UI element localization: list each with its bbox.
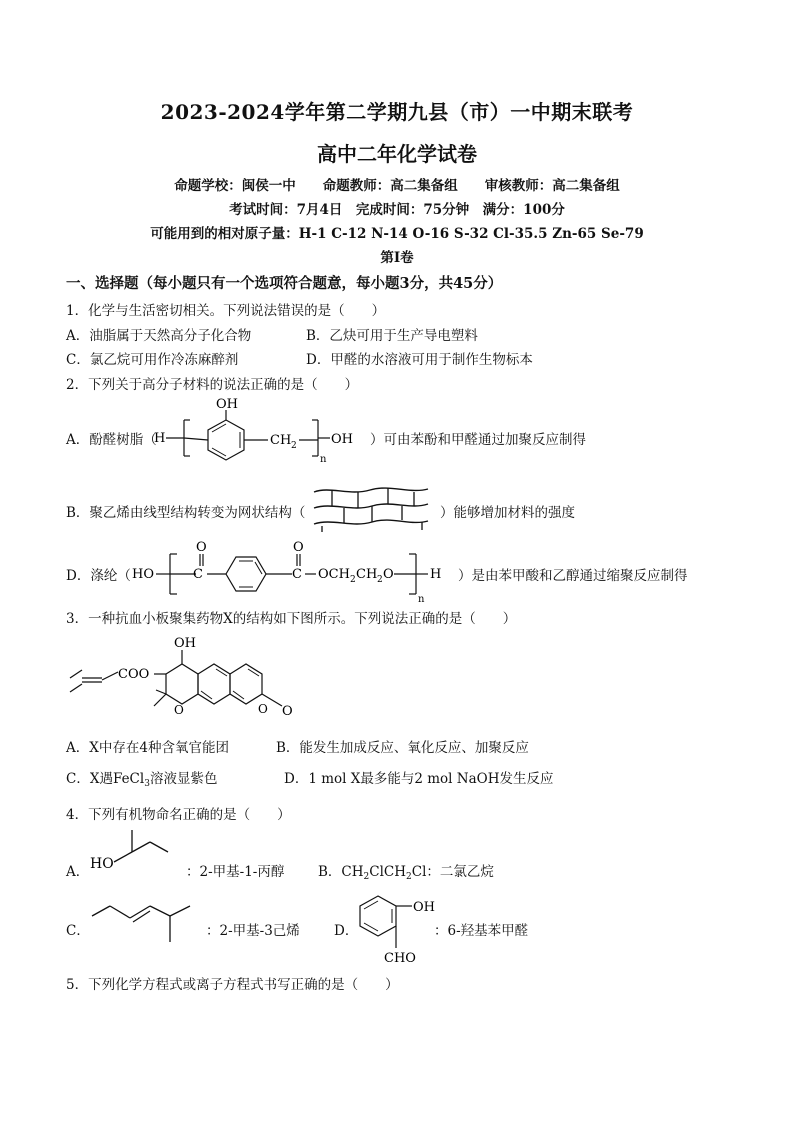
- struct-chain: OCH: [318, 567, 350, 582]
- q1-option-a: A．油脂属于天然高分子化合物: [66, 328, 252, 344]
- struct-oh-right: OH: [331, 432, 353, 447]
- part-label: 第Ⅰ卷: [380, 250, 414, 266]
- struct-coo: COO: [118, 667, 150, 682]
- struct-ho-a: HO: [90, 856, 114, 872]
- q4-option-c-name: ：2-甲基-3己烯: [206, 923, 300, 939]
- info-line-atomic-masses: 可能用到的相对原子量：H-1 C-12 N-14 O-16 S-32 Cl-35.5 Zn-65 Se-79: [150, 226, 644, 242]
- q2-option-b-suffix: ）能够增加材料的强度: [440, 505, 575, 521]
- struct-ch2-sub: 2: [291, 441, 297, 451]
- q1-stem: 1．化学与生活密切相关。下列说法错误的是（ ）: [66, 303, 386, 319]
- section-heading: 一、选择题（每小题只有一个选项符合题意，每小题3分，共45分）: [66, 275, 503, 292]
- struct-o1: O: [196, 540, 207, 555]
- q5-stem: 5．下列化学方程式或离子方程式书写正确的是（ ）: [66, 977, 399, 993]
- q4-option-c-label: C．: [66, 923, 90, 939]
- q3-option-a: A．X中存在4种含氧官能团: [66, 740, 229, 756]
- struct-ch2: CH: [270, 433, 292, 448]
- q1-option-d: D．甲醛的水溶液可用于制作生物标本: [306, 352, 533, 368]
- drug-x-structure: [68, 634, 308, 724]
- exam-subtitle: 高中二年化学试卷: [317, 142, 477, 166]
- alkene-skeletal-structure: [88, 896, 208, 946]
- polyester-structure: [130, 540, 460, 608]
- q2-option-d-prefix: D．涤纶（: [66, 568, 131, 584]
- network-structure-diagram: [310, 484, 432, 534]
- q2-stem: 2．下列关于高分子材料的说法正确的是（ ）: [66, 377, 359, 393]
- phenol-formaldehyde-resin-structure: [150, 398, 370, 468]
- q3-stem: 3．一种抗血小板聚集药物X的结构如下图所示。下列说法正确的是（ ）: [66, 611, 517, 627]
- q4-option-a-label: A．: [66, 864, 90, 880]
- q3-option-d: D．1 mol X最多能与2 mol NaOH发生反应: [284, 771, 554, 787]
- struct-cho: CHO: [384, 951, 416, 966]
- info-line-time: 考试时间：7月4日 完成时间：75分钟 满分：100分: [229, 202, 565, 218]
- q2-option-b-prefix: B．聚乙烯由线型结构转变为网状结构（: [66, 505, 306, 521]
- info-line-authors: 命题学校：闽侯一中 命题教师：高二集备组 审核教师：高二集备组: [174, 178, 620, 194]
- q4-option-d-name: ：6-羟基苯甲醛: [434, 923, 529, 939]
- q2-option-a-suffix: ）可由苯酚和甲醛通过加聚反应制得: [370, 432, 586, 448]
- struct-sub1: 2: [350, 575, 356, 585]
- q1-option-b: B．乙炔可用于生产导电塑料: [306, 328, 478, 344]
- q1-option-c: C．氯乙烷可用作冷冻麻醉剂: [66, 352, 239, 368]
- q3-option-b: B．能发生加成反应、氧化反应、加聚反应: [276, 740, 529, 756]
- svg-text:C: C: [193, 567, 203, 582]
- struct-sub2: 2: [377, 575, 383, 585]
- q4-option-a-name: ：2-甲基-1-丙醇: [186, 864, 285, 880]
- struct-h: H: [430, 567, 442, 582]
- struct-oh: OH: [174, 636, 196, 651]
- q4-option-d-label: D．: [334, 923, 359, 939]
- svg-text:O: O: [258, 702, 268, 716]
- q4-stem: 4．下列有机物命名正确的是（ ）: [66, 807, 291, 823]
- struct-n-d: n: [418, 594, 425, 605]
- q4-option-b: B．$CH_2ClCH_2Cl$：二氯乙烷: [318, 864, 494, 882]
- q2-option-d-suffix: ）是由苯甲酸和乙醇通过缩聚反应制得: [458, 568, 688, 584]
- struct-o2: O: [293, 540, 304, 555]
- exam-title: 2023-2024学年第二学期九县（市）一中期末联考: [160, 100, 634, 124]
- struct-oh-top: OH: [216, 397, 238, 412]
- struct-ho: HO: [132, 567, 154, 582]
- q3-option-c: C．X遇FeCl$_3$溶液显紫色: [66, 771, 218, 789]
- q2-option-a-prefix: A．酚醛树脂（: [66, 432, 157, 448]
- struct-o-carbonyl: O: [282, 704, 293, 719]
- svg-text:C: C: [292, 567, 302, 582]
- struct-h-left: H: [154, 431, 166, 446]
- struct-o-ring: O: [174, 703, 184, 717]
- struct-tail: O: [383, 567, 394, 582]
- alcohol-skeletal-structure: [88, 826, 188, 876]
- struct-mid: CH: [356, 567, 378, 582]
- struct-oh-d: OH: [413, 900, 435, 915]
- struct-n: n: [320, 454, 327, 465]
